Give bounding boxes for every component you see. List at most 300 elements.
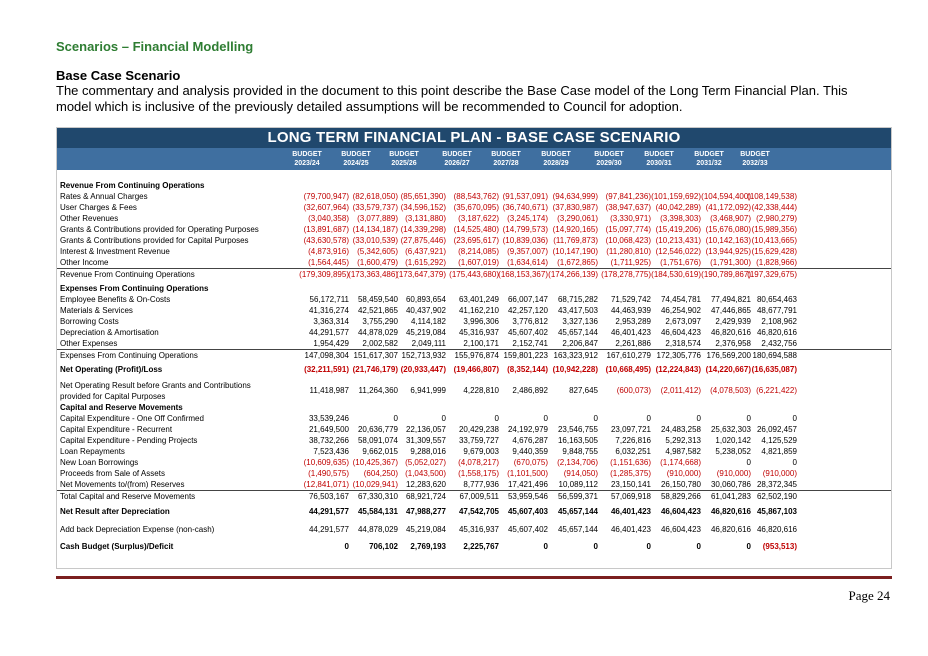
table-cell: (4,078,503)	[710, 386, 751, 395]
table-cell: 0	[746, 458, 751, 467]
table-cell: 4,114,182	[411, 317, 446, 326]
table-cell: (38,947,637)	[605, 203, 651, 212]
table-cell: 41,316,274	[308, 306, 349, 315]
table-cell: (15,989,356)	[751, 225, 797, 234]
table-cell: 56,599,371	[557, 492, 598, 501]
table-cell: 26,092,457	[756, 425, 797, 434]
table-cell: 0	[792, 458, 797, 467]
table-cell: (1,558,175)	[458, 469, 499, 478]
table-cell: (10,668,495)	[605, 365, 651, 374]
table-cell: (3,187,622)	[458, 214, 499, 223]
table-cell: 180,694,588	[752, 351, 797, 360]
table-cell: 53,959,546	[507, 492, 548, 501]
table-cell: (12,841,071)	[303, 480, 349, 489]
table-cell: (33,579,737)	[352, 203, 398, 212]
table-row	[57, 235, 891, 246]
table-cell: 3,996,306	[463, 317, 499, 326]
table-cell: 4,228,810	[463, 386, 499, 395]
table-cell: (1,564,445)	[308, 258, 349, 267]
table-cell: (174,266,139)	[548, 270, 598, 279]
table-cell: (1,174,668)	[660, 458, 701, 467]
row-label: Net Operating (Profit)/Loss	[60, 365, 163, 374]
table-cell: 24,192,979	[507, 425, 548, 434]
table-cell: (175,443,680)	[449, 270, 499, 279]
table-cell: 28,372,345	[756, 480, 797, 489]
table-cell: (32,211,591)	[304, 365, 349, 374]
table-cell: 2,108,962	[761, 317, 797, 326]
column-header-label: BUDGET	[694, 151, 724, 158]
table-cell: 4,676,287	[512, 436, 548, 445]
table-cell: 45,657,144	[557, 507, 598, 516]
table-cell: (35,670,095)	[453, 203, 499, 212]
table-cell: (1,828,966)	[756, 258, 797, 267]
table-cell: (10,839,036)	[502, 236, 548, 245]
table-cell: 63,401,249	[458, 295, 499, 304]
table-cell: 45,607,402	[507, 525, 548, 534]
table-cell: 45,867,103	[756, 507, 797, 516]
table-cell: 67,330,310	[357, 492, 398, 501]
table-row	[57, 327, 891, 338]
table-cell: 7,226,816	[615, 436, 651, 445]
table-cell: (9,357,007)	[507, 247, 548, 256]
table-cell: 58,091,074	[357, 436, 398, 445]
table-cell: (97,841,236)	[605, 192, 651, 201]
table-cell: (1,672,865)	[557, 258, 598, 267]
section-title: Scenarios – Financial Modelling	[56, 39, 254, 54]
table-cell: 0	[593, 414, 598, 423]
row-label: User Charges & Fees	[60, 203, 137, 212]
table-cell: 3,327,136	[562, 317, 598, 326]
table-cell: (670,075)	[513, 458, 548, 467]
table-cell: (14,920,165)	[552, 225, 598, 234]
table-cell: 2,152,741	[512, 339, 548, 348]
row-label: Capital Expenditure - Recurrent	[60, 425, 173, 434]
table-cell: 4,125,529	[761, 436, 797, 445]
table-cell: (5,342,605)	[357, 247, 398, 256]
table-cell: 45,657,144	[557, 328, 598, 337]
table-cell: (14,339,298)	[400, 225, 446, 234]
table-cell: 46,604,423	[660, 525, 701, 534]
table-row	[57, 257, 891, 268]
table-row	[57, 191, 891, 202]
table-cell: 46,401,423	[610, 328, 651, 337]
table-cell: 44,291,577	[308, 328, 349, 337]
scenario-subtitle: Base Case Scenario	[56, 68, 181, 83]
table-row	[57, 180, 891, 191]
table-cell: 10,089,112	[558, 480, 598, 489]
table-cell: 45,607,403	[507, 507, 548, 516]
table-cell: 47,988,277	[405, 507, 446, 516]
table-cell: (173,363,486)	[348, 270, 398, 279]
table-cell: 6,941,999	[410, 386, 446, 395]
table-cell: 60,893,654	[405, 295, 446, 304]
table-cell: 17,421,496	[507, 480, 548, 489]
table-cell: (1,285,375)	[610, 469, 651, 478]
table-cell: (14,134,187)	[352, 225, 398, 234]
table-cell: (15,419,206)	[655, 225, 701, 234]
table-cell: (600,073)	[616, 386, 651, 395]
table-row	[57, 468, 891, 479]
table-row	[57, 413, 891, 424]
table-cell: 159,801,223	[503, 351, 548, 360]
table-cell: 21,649,500	[308, 425, 349, 434]
table-cell: 22,136,057	[405, 425, 446, 434]
table-cell: (910,000)	[716, 469, 751, 478]
table-cell: 23,546,755	[557, 425, 598, 434]
table-cell: 2,261,886	[615, 339, 651, 348]
table-cell: 0	[746, 414, 751, 423]
table-cell: (14,525,480)	[453, 225, 499, 234]
table-cell: 44,878,029	[357, 328, 398, 337]
table-cell: 9,288,016	[410, 447, 446, 456]
table-cell: (184,530,619)	[651, 270, 701, 279]
row-label: Expenses From Continuing Operations	[60, 284, 209, 293]
table-cell: (1,151,636)	[610, 458, 651, 467]
table-cell: 20,429,238	[458, 425, 499, 434]
table-cell: (10,425,367)	[352, 458, 398, 467]
table-row	[57, 202, 891, 213]
row-label: Net Result after Depreciation	[60, 507, 170, 516]
row-label: Grants & Contributions provided for Capital Purposes	[60, 236, 249, 245]
table-cell: (15,629,428)	[751, 247, 797, 256]
table-cell: (108,149,538)	[747, 192, 797, 201]
table-cell: 2,769,193	[410, 542, 446, 551]
table-cell: (33,010,539)	[352, 236, 398, 245]
row-label: Proceeds from Sale of Assets	[60, 469, 165, 478]
table-cell: (41,172,092)	[705, 203, 751, 212]
footer-rule	[56, 576, 892, 579]
table-cell: 46,820,616	[710, 328, 751, 337]
table-cell: (3,398,303)	[660, 214, 701, 223]
table-cell: 74,454,781	[660, 295, 701, 304]
table-cell: 58,459,540	[357, 295, 398, 304]
table-cell: (36,740,671)	[502, 203, 548, 212]
table-cell: (6,437,921)	[405, 247, 446, 256]
table-cell: 45,607,402	[507, 328, 548, 337]
table-cell: (1,101,500)	[507, 469, 548, 478]
table-cell: 0	[344, 542, 349, 551]
table-cell: (23,695,617)	[453, 236, 499, 245]
table-cell: 163,323,912	[553, 351, 598, 360]
row-label: Capital Expenditure - One Off Confirmed	[60, 414, 204, 423]
table-cell: 31,309,557	[405, 436, 446, 445]
table-cell: 2,429,939	[715, 317, 751, 326]
table-cell: (604,250)	[363, 469, 398, 478]
table-cell: 68,715,282	[557, 295, 598, 304]
table-cell: 68,921,724	[405, 492, 446, 501]
column-header-year: 2032/33	[742, 160, 768, 167]
table-cell: (168,153,367)	[498, 270, 548, 279]
table-cell: (914,050)	[563, 469, 598, 478]
table-cell: 2,432,756	[761, 339, 797, 348]
table-cell: 56,172,711	[309, 295, 349, 304]
table-cell: (190,789,867)	[701, 270, 751, 279]
table-cell: 45,316,937	[458, 328, 499, 337]
table-cell: (104,594,400)	[701, 192, 751, 201]
table-cell: 8,777,936	[463, 480, 499, 489]
table-cell: 2,673,097	[665, 317, 701, 326]
table-cell: (10,609,635)	[303, 458, 349, 467]
table-cell: 167,610,279	[606, 351, 651, 360]
table-cell: 20,636,779	[357, 425, 398, 434]
row-label: Other Revenues	[60, 214, 119, 223]
column-header-year: 2030/31	[646, 160, 672, 167]
table-cell: 2,002,582	[362, 339, 398, 348]
column-header-label: BUDGET	[442, 151, 472, 158]
table-row	[57, 283, 891, 294]
page-number: Page 24	[848, 588, 890, 603]
table-cell: (2,980,279)	[756, 214, 797, 223]
table-cell: (32,607,964)	[303, 203, 349, 212]
table-cell: (178,278,775)	[601, 270, 651, 279]
table-cell: (11,769,873)	[553, 236, 598, 245]
column-header-year: 2025/26	[391, 160, 417, 167]
table-cell: 45,316,937	[458, 525, 499, 534]
table-row	[57, 424, 891, 435]
table-cell: 23,097,721	[610, 425, 651, 434]
table-cell: 58,829,266	[660, 492, 701, 501]
table-cell: 0	[696, 414, 701, 423]
table-cell: 2,318,574	[665, 339, 701, 348]
table-cell: 3,363,314	[313, 317, 349, 326]
table-cell: 2,486,892	[512, 386, 548, 395]
table-cell: 0	[543, 542, 548, 551]
table-cell: 9,679,003	[463, 447, 499, 456]
table-cell: (3,290,061)	[557, 214, 598, 223]
table-cell: 0	[792, 414, 797, 423]
table-cell: (910,000)	[762, 469, 797, 478]
column-header-label: BUDGET	[389, 151, 419, 158]
table-cell: 61,041,283	[710, 492, 751, 501]
table-cell: 0	[646, 542, 651, 551]
table-cell: (910,000)	[666, 469, 701, 478]
row-label: Depreciation & Amortisation	[60, 328, 159, 337]
table-cell: (10,413,665)	[751, 236, 797, 245]
table-cell: (12,224,843)	[655, 365, 701, 374]
table-cell: 45,657,144	[557, 525, 598, 534]
table-cell: (4,873,916)	[308, 247, 349, 256]
table-cell: 7,523,436	[313, 447, 349, 456]
table-cell: 33,759,727	[458, 436, 499, 445]
table-cell: (4,078,217)	[458, 458, 499, 467]
table-cell: 0	[646, 414, 651, 423]
table-cell: 155,976,874	[454, 351, 499, 360]
row-label: Revenue From Continuing Operations	[60, 270, 195, 279]
table-cell: (179,309,895)	[299, 270, 349, 279]
table-cell: 26,150,780	[660, 480, 701, 489]
table-cell: 24,483,258	[660, 425, 701, 434]
table-cell: 152,713,932	[401, 351, 446, 360]
table-cell: 6,032,251	[615, 447, 651, 456]
column-header-year: 2027/28	[493, 160, 519, 167]
table-row	[57, 479, 891, 490]
table-cell: 9,662,015	[362, 447, 398, 456]
table-cell: 9,440,359	[512, 447, 548, 456]
table-cell: (13,891,687)	[303, 225, 349, 234]
column-header-year: 2028/29	[543, 160, 569, 167]
table-cell: 2,206,847	[562, 339, 598, 348]
table-cell: 77,494,821	[710, 295, 751, 304]
table-cell: 0	[593, 542, 598, 551]
table-cell: 46,604,423	[660, 507, 701, 516]
table-cell: 827,645	[569, 386, 598, 395]
row-label: Borrowing Costs	[60, 317, 119, 326]
table-cell: (197,329,675)	[747, 270, 797, 279]
table-cell: (10,147,190)	[552, 247, 598, 256]
table-cell: (2,134,706)	[557, 458, 598, 467]
table-cell: (14,220,667)	[705, 365, 751, 374]
column-header-label: BUDGET	[491, 151, 521, 158]
table-cell: 42,521,865	[357, 306, 398, 315]
table-cell: 44,291,577	[308, 525, 349, 534]
column-header-label: BUDGET	[740, 151, 770, 158]
table-cell: 0	[393, 414, 398, 423]
table-row	[57, 435, 891, 446]
table-row	[57, 338, 891, 349]
table-cell: 67,009,511	[459, 492, 499, 501]
table-cell: 46,820,616	[710, 507, 751, 516]
table-cell: (1,607,019)	[458, 258, 499, 267]
table-cell: 0	[441, 414, 446, 423]
table-cell: (15,676,080)	[705, 225, 751, 234]
table-cell: (21,746,179)	[352, 365, 398, 374]
table-cell: 2,049,111	[411, 339, 446, 348]
table-cell: (27,875,446)	[400, 236, 446, 245]
table-cell: 3,755,290	[362, 317, 398, 326]
table-row	[57, 316, 891, 327]
row-label: Total Capital and Reserve Movements	[60, 492, 196, 501]
table-cell: 5,292,313	[665, 436, 701, 445]
table-cell: (1,711,925)	[610, 258, 651, 267]
table-cell: 3,776,812	[512, 317, 548, 326]
table-cell: 147,098,304	[304, 351, 349, 360]
table-cell: 48,677,791	[756, 306, 797, 315]
table-cell: 46,820,616	[756, 525, 797, 534]
table-cell: (34,596,152)	[400, 203, 446, 212]
table-row	[57, 380, 891, 402]
table-cell: 12,283,620	[405, 480, 446, 489]
table-row	[57, 246, 891, 257]
table-cell: (1,634,614)	[507, 258, 548, 267]
table-cell: 2,953,289	[615, 317, 651, 326]
table-cell: 11,264,360	[358, 386, 398, 395]
column-header-year: 2031/32	[696, 160, 722, 167]
table-cell: 0	[746, 542, 751, 551]
table-cell: 172,305,776	[656, 351, 701, 360]
row-label: Net Movements to/(from) Reserves	[60, 480, 185, 489]
table-cell: (173,647,379)	[396, 270, 446, 279]
column-header-year: 2024/25	[343, 160, 369, 167]
row-label: Other Income	[60, 258, 109, 267]
table-cell: 41,162,210	[458, 306, 499, 315]
table-cell: 16,163,505	[557, 436, 598, 445]
table-cell: (1,490,575)	[308, 469, 349, 478]
table-cell: (11,280,810)	[606, 247, 651, 256]
table-row	[57, 224, 891, 235]
table-cell: (85,651,390)	[400, 192, 446, 201]
table-cell: (1,751,676)	[660, 258, 701, 267]
table-cell: (3,330,971)	[610, 214, 651, 223]
table-cell: (3,131,880)	[405, 214, 446, 223]
table-cell: 0	[543, 414, 548, 423]
table-cell: 4,987,582	[665, 447, 701, 456]
table-cell: 44,878,029	[357, 525, 398, 534]
table-cell: (20,933,447)	[400, 365, 446, 374]
column-header-label: BUDGET	[292, 151, 322, 158]
column-header-label: BUDGET	[541, 151, 571, 158]
table-cell: 71,529,742	[610, 295, 651, 304]
table-cell: 2,100,171	[463, 339, 499, 348]
table-cell: 46,820,616	[710, 525, 751, 534]
table-cell: (10,029,941)	[352, 480, 398, 489]
table-cell: (42,338,444)	[751, 203, 797, 212]
table-cell: 44,291,577	[308, 507, 349, 516]
table-row	[57, 305, 891, 316]
table-cell: (10,142,163)	[705, 236, 751, 245]
column-header-label: BUDGET	[644, 151, 674, 158]
table-cell: (37,830,987)	[552, 203, 598, 212]
column-header-year: 2026/27	[444, 160, 470, 167]
table-cell: (10,942,228)	[552, 365, 598, 374]
intro-paragraph: The commentary and analysis provided in the document to this point describe the Base Case model of the Long Term Financial Plan. This model which is inclusive of the previously detailed assumptions will be recommended to Council for adoption.	[56, 83, 848, 114]
table-cell: 176,569,200	[706, 351, 751, 360]
table-cell: 4,821,859	[761, 447, 797, 456]
table-cell: 66,007,147	[507, 295, 548, 304]
table-cell: (1,600,479)	[357, 258, 398, 267]
table-cell: 706,102	[369, 542, 398, 551]
table-row	[57, 213, 891, 224]
table-cell: (91,537,091)	[502, 192, 548, 201]
table-cell: (40,042,289)	[655, 203, 701, 212]
table-row	[57, 268, 891, 280]
table-cell: 45,584,131	[357, 507, 398, 516]
table-cell: 46,820,616	[756, 328, 797, 337]
column-header-label: BUDGET	[594, 151, 624, 158]
table-cell: 42,257,120	[507, 306, 548, 315]
row-label: Other Expenses	[60, 339, 118, 348]
table-row	[57, 446, 891, 457]
table-cell: 45,219,084	[405, 525, 446, 534]
table-cell: 46,401,423	[610, 507, 651, 516]
table-row	[57, 506, 891, 517]
table-cell: 40,437,902	[405, 306, 446, 315]
table-cell: 9,848,755	[562, 447, 598, 456]
row-label: Rates & Annual Charges	[60, 192, 148, 201]
table-row	[57, 457, 891, 468]
table-cell: 23,150,141	[610, 480, 651, 489]
table-cell: (1,791,300)	[710, 258, 751, 267]
table-cell: (1,615,292)	[405, 258, 446, 267]
table-cell: 47,446,865	[710, 306, 751, 315]
row-label: Capital Expenditure - Pending Projects	[60, 436, 198, 445]
row-label: Interest & Investment Revenue	[60, 247, 170, 256]
table-cell: (3,040,358)	[308, 214, 349, 223]
table-cell: 45,219,084	[405, 328, 446, 337]
financial-plan-table	[56, 127, 892, 569]
table-cell: (13,944,925)	[705, 247, 751, 256]
column-header-year: 2029/30	[596, 160, 622, 167]
table-cell: 46,254,902	[660, 306, 701, 315]
table-cell: 33,539,246	[308, 414, 349, 423]
table-cell: (79,700,947)	[303, 192, 349, 201]
table-title: LONG TERM FINANCIAL PLAN - BASE CASE SCENARIO	[57, 128, 891, 148]
row-label: Loan Repayments	[60, 447, 125, 456]
row-label: Materials & Services	[60, 306, 133, 315]
table-cell: (3,245,174)	[507, 214, 548, 223]
table-cell: 2,225,767	[463, 542, 499, 551]
table-row	[57, 541, 891, 552]
table-cell: (82,618,050)	[352, 192, 398, 201]
